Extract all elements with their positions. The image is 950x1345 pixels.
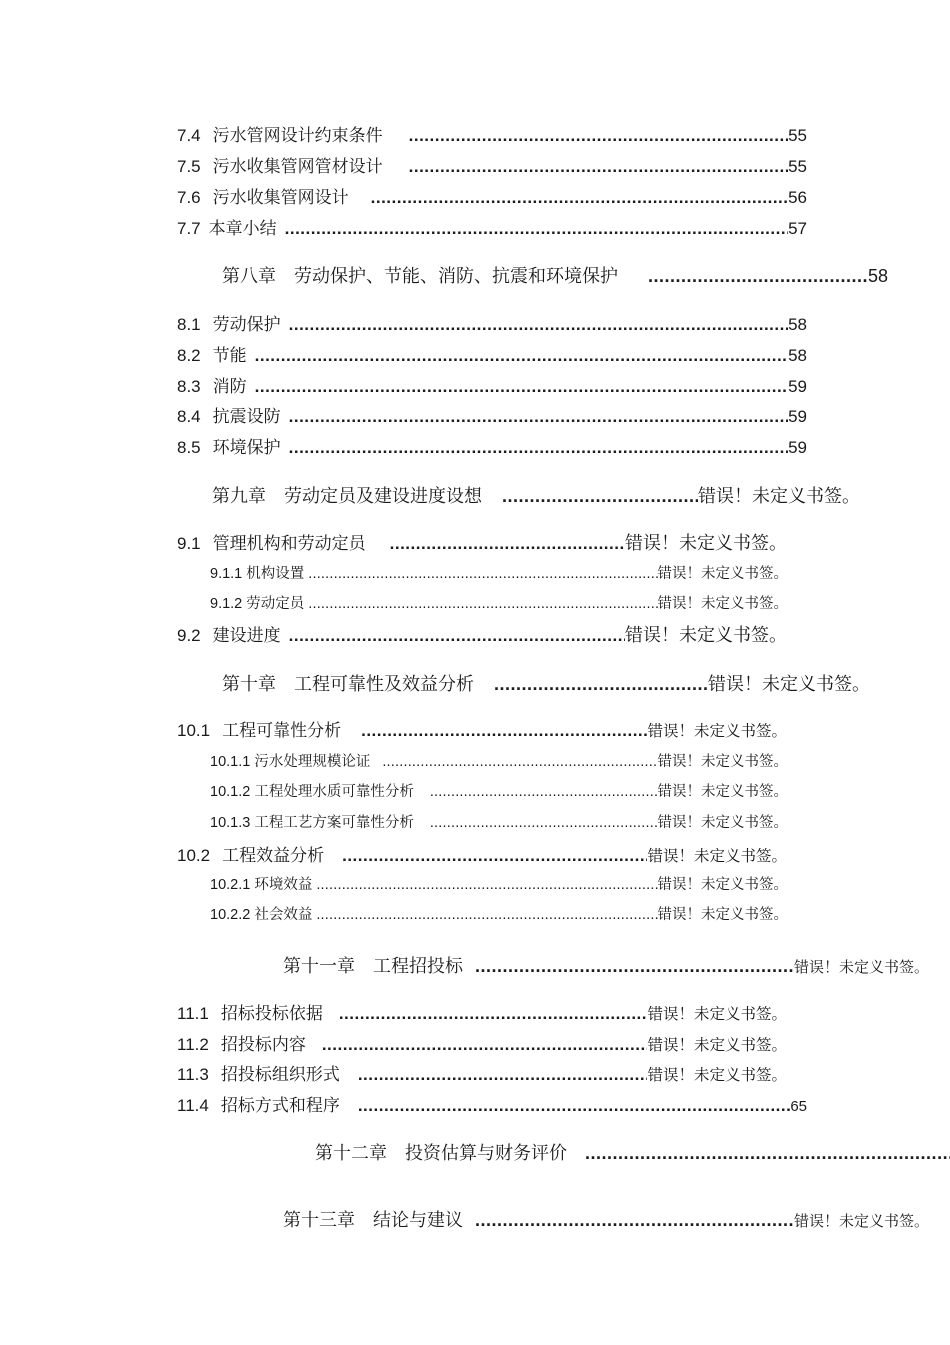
toc-title: 环境效益: [254, 877, 313, 893]
toc-leader: [339, 1004, 648, 1024]
toc-number: 8.2: [177, 346, 201, 365]
chapter-number: 第十三章: [283, 1210, 355, 1231]
toc-entry-10-2-2[interactable]: [210, 903, 788, 924]
toc-leader: [289, 407, 788, 427]
toc-leader: [308, 566, 657, 582]
toc-page-error: 错误！未定义书签。: [647, 1005, 787, 1023]
toc-number: 7.7: [177, 219, 201, 238]
toc-page-error: 错误！未定义书签。: [647, 722, 787, 740]
toc-leader: [308, 596, 657, 612]
toc-number: 8.4: [177, 407, 201, 426]
toc-page: 58: [788, 346, 807, 365]
chapter-number: 第十二章: [315, 1143, 387, 1164]
toc-leader: [585, 1143, 950, 1164]
toc-leader: [322, 1035, 648, 1055]
chapter-number: 第十一章: [283, 956, 355, 977]
toc-title: 劳动定员: [246, 596, 305, 612]
toc-page-error: 错误！未定义书签。: [793, 1212, 929, 1230]
toc-page-error: 错误！未定义书签。: [657, 815, 788, 831]
toc-title: 招投标内容: [220, 1035, 306, 1055]
toc-chapter-9[interactable]: [212, 482, 860, 508]
toc-title: 工程工艺方案可靠性分析: [254, 815, 414, 831]
toc-leader: [285, 219, 788, 239]
toc-leader: [409, 126, 788, 146]
toc-number: 10.1.3: [210, 815, 251, 831]
toc-number: 7.4: [177, 126, 201, 145]
toc-entry-11-4[interactable]: [177, 1091, 807, 1116]
toc-title: 机构设置: [246, 566, 305, 582]
toc-title: 招标投标依据: [220, 1004, 323, 1024]
toc-page-error: 错误！未定义书签。: [625, 533, 787, 554]
toc-title: 消防: [212, 377, 247, 397]
toc-page: 56: [788, 188, 807, 207]
toc-page-error: 错误！未定义书签。: [657, 907, 788, 923]
toc-entry-8-5[interactable]: [177, 433, 807, 458]
toc-number: 9.2: [177, 626, 201, 645]
toc-leader: [289, 315, 788, 335]
toc-entry-10-2-1[interactable]: [210, 873, 788, 894]
toc-title: 建设进度: [212, 626, 281, 646]
toc-number: 11.2: [177, 1035, 209, 1054]
toc-page-error: 错误！未定义书签。: [657, 784, 788, 800]
toc-leader: [648, 266, 868, 287]
toc-number: 8.5: [177, 438, 201, 457]
toc-entry-9-1[interactable]: [177, 529, 787, 555]
toc-leader: [289, 626, 625, 646]
chapter-number: 第十章: [222, 674, 276, 695]
toc-number: 9.1: [177, 534, 201, 553]
toc-entry-9-1-1[interactable]: [210, 562, 788, 583]
toc-title: 招标方式和程序: [220, 1096, 340, 1116]
toc-page-error: 错误！未定义书签。: [625, 625, 787, 646]
toc-title: 污水收集管网设计: [212, 188, 349, 208]
toc-page-error: 错误！未定义书签。: [647, 1036, 787, 1054]
toc-entry-10-1-3[interactable]: [210, 811, 788, 832]
chapter-title: 劳动保护、节能、消防、抗震和环境保护: [294, 266, 618, 287]
toc-leader: [430, 784, 658, 800]
toc-entry-9-1-2[interactable]: [210, 592, 788, 613]
toc-leader: [358, 1096, 790, 1116]
toc-page: 65: [790, 1098, 807, 1115]
toc-number: 9.1.1: [210, 566, 243, 582]
toc-page: 58: [788, 315, 807, 334]
toc-title: 招投标组织形式: [220, 1065, 340, 1085]
toc-title: 污水收集管网管材设计: [212, 157, 383, 177]
toc-number: 9.1.2: [210, 596, 243, 612]
toc-chapter-13[interactable]: [283, 1206, 929, 1232]
chapter-title: 投资估算与财务评价: [405, 1143, 567, 1164]
toc-title: 管理机构和劳动定员: [212, 534, 366, 554]
toc-leader: [371, 188, 788, 208]
toc-page-error: 错误！未定义书签。: [698, 486, 860, 507]
toc-entry-11-2[interactable]: [177, 1030, 787, 1055]
toc-leader: [494, 674, 708, 695]
toc-leader: [361, 721, 647, 741]
toc-leader: [255, 377, 788, 397]
toc-leader: [475, 956, 794, 977]
toc-title: 工程处理水质可靠性分析: [254, 784, 414, 800]
toc-leader: [502, 486, 698, 507]
toc-leader: [316, 907, 657, 923]
toc-number: 8.1: [177, 315, 201, 334]
toc-page: 55: [788, 126, 807, 145]
toc-number: 11.1: [177, 1004, 209, 1023]
toc-number: 10.1.1: [210, 754, 251, 770]
toc-title: 工程效益分析: [222, 846, 325, 866]
toc-entry-7-4[interactable]: [177, 121, 807, 146]
toc-leader: [475, 1210, 794, 1231]
toc-entry-10-1-1[interactable]: [210, 750, 788, 771]
toc-page: 59: [788, 407, 807, 426]
toc-title: 工程可靠性分析: [222, 721, 342, 741]
toc-chapter-10[interactable]: [222, 670, 870, 696]
toc-title: 社会效益: [254, 907, 313, 923]
toc-entry-11-3[interactable]: [177, 1060, 787, 1085]
toc-title: 污水管网设计约束条件: [212, 126, 383, 146]
toc-entry-11-1[interactable]: [177, 999, 787, 1024]
toc-page-error: 错误！未定义书签。: [793, 958, 929, 976]
toc-number: 10.2.1: [210, 877, 251, 893]
toc-page: 57: [788, 219, 807, 238]
toc-entry-8-4[interactable]: [177, 402, 807, 427]
toc-entry-10-2[interactable]: [177, 841, 787, 866]
toc-leader: [430, 815, 658, 831]
chapter-title: 工程可靠性及效益分析: [294, 674, 474, 695]
toc-entry-7-5[interactable]: [177, 152, 807, 177]
toc-number: 8.3: [177, 377, 201, 396]
toc-leader: [409, 157, 788, 177]
toc-number: 7.5: [177, 157, 201, 176]
toc-entry-8-2[interactable]: [177, 341, 807, 366]
toc-leader: [255, 346, 788, 366]
toc-leader: [289, 438, 788, 458]
toc-entry-8-3[interactable]: [177, 372, 807, 397]
chapter-title: 结论与建议: [373, 1210, 463, 1231]
chapter-title: 工程招投标: [373, 956, 463, 977]
toc-page-error: 错误！未定义书签。: [647, 1066, 787, 1084]
toc-page-error: 错误！未定义书签。: [657, 566, 788, 582]
chapter-title: 劳动定员及建设进度设想: [284, 486, 482, 507]
toc-number: 11.4: [177, 1096, 209, 1115]
toc-entry-7-7[interactable]: [177, 214, 807, 239]
toc-page-error: 错误！未定义书签。: [657, 877, 788, 893]
toc-number: 10.2.2: [210, 907, 251, 923]
toc-title: 抗震设防: [212, 407, 281, 427]
toc-page-error: 错误！未定义书签。: [708, 674, 870, 695]
toc-leader: [390, 534, 625, 554]
chapter-number: 第八章: [222, 266, 276, 287]
toc-number: 7.6: [177, 188, 201, 207]
toc-page-error: 错误！未定义书签。: [647, 847, 787, 865]
toc-entry-10-1-2[interactable]: [210, 780, 788, 801]
toc-chapter-8[interactable]: [222, 262, 888, 288]
toc-entry-9-2[interactable]: [177, 621, 787, 647]
toc-entry-8-1[interactable]: [177, 310, 807, 335]
toc-page: 59: [788, 438, 807, 457]
toc-entry-7-6[interactable]: [177, 183, 807, 208]
toc-title: 节能: [212, 346, 247, 366]
toc-leader: [358, 1065, 648, 1085]
toc-leader: [342, 846, 647, 866]
toc-page-error: 错误！未定义书签。: [657, 754, 788, 770]
toc-title: 环境保护: [212, 438, 281, 458]
toc-leader: [316, 877, 657, 893]
toc-page: 59: [788, 377, 807, 396]
toc-number: 10.2: [177, 846, 211, 865]
toc-number: 11.3: [177, 1065, 209, 1084]
toc-leader: [382, 754, 657, 770]
toc-chapter-12[interactable]: [315, 1139, 950, 1165]
toc-page: 58: [867, 266, 888, 286]
toc-number: 10.1.2: [210, 784, 251, 800]
toc-number: 10.1: [177, 721, 211, 740]
toc-entry-10-1[interactable]: [177, 716, 787, 741]
toc-page: 55: [788, 157, 807, 176]
toc-title: 本章小结: [208, 219, 277, 239]
toc-chapter-11[interactable]: [283, 952, 929, 978]
toc-page-error: 错误！未定义书签。: [657, 596, 788, 612]
chapter-number: 第九章: [212, 486, 266, 507]
toc-title: 劳动保护: [212, 315, 281, 335]
toc-title: 污水处理规模论证: [254, 754, 371, 770]
